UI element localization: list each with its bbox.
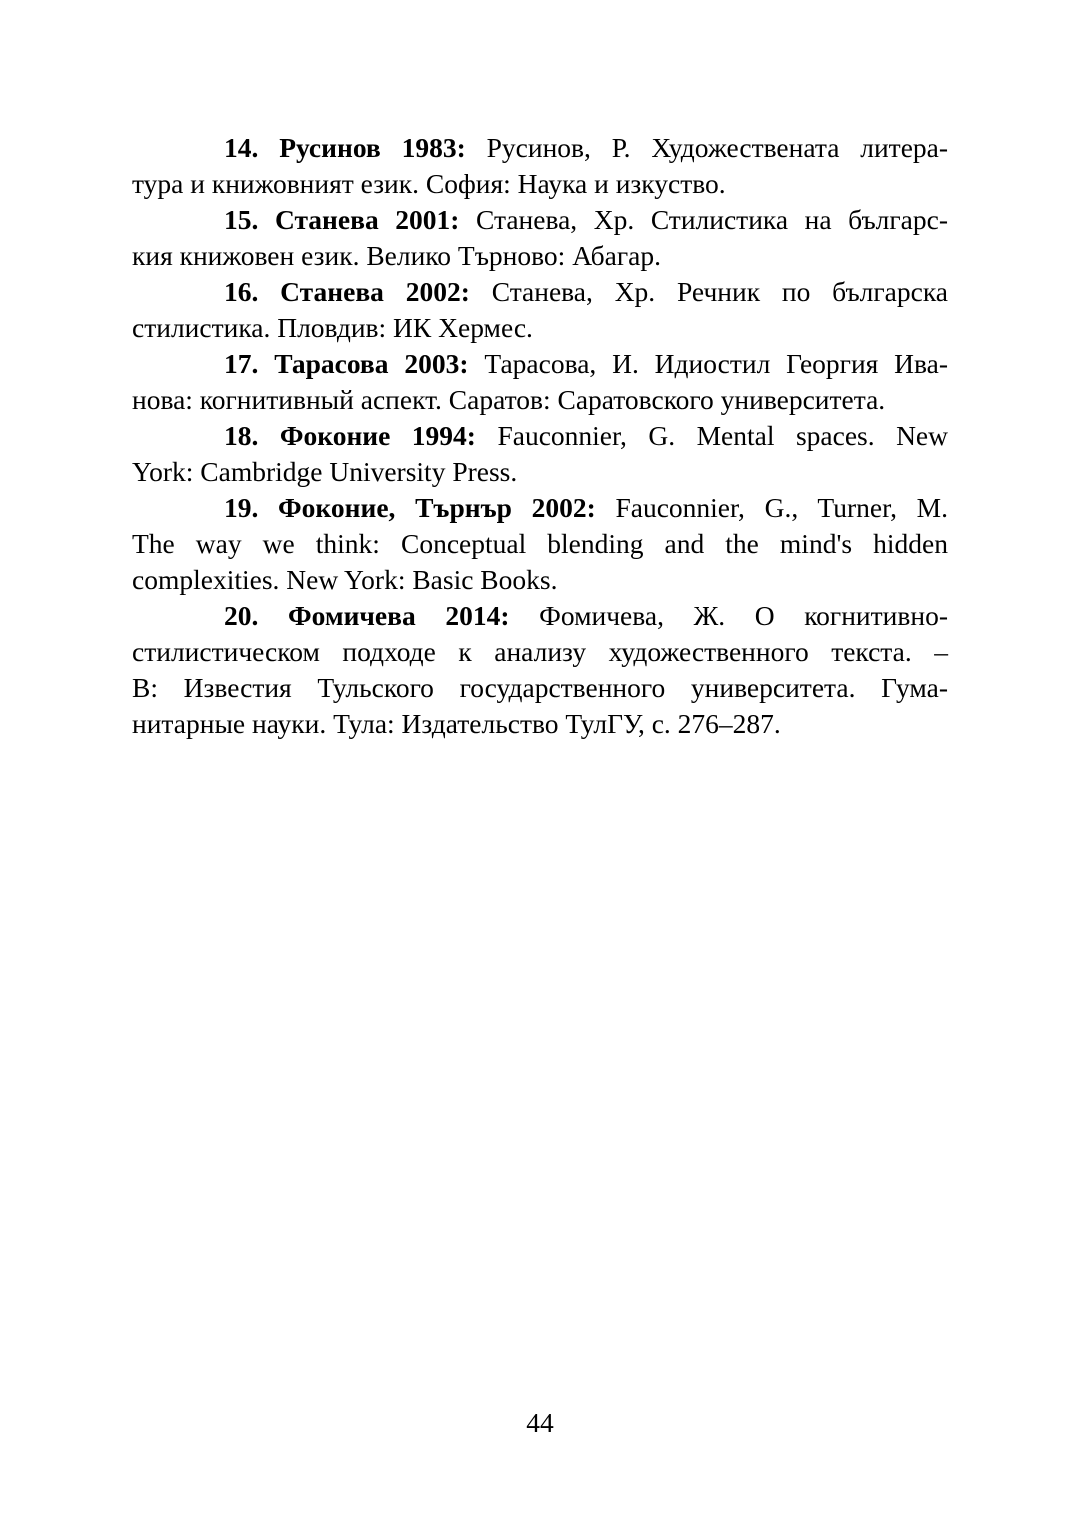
reference-18-text: Fauconnier, G. Mental spaces. New xyxy=(497,420,948,451)
reference-17-line-2: нова: когнитивный аспект. Саратов: Саратовского университета. xyxy=(132,384,886,415)
reference-16-line-2: стилистика. Пловдив: ИК Хермес. xyxy=(132,312,533,343)
reference-19-line-2: The way we think: Conceptual blending and the mind's hidden xyxy=(132,528,948,559)
reference-17-label: 17. Тарасова 2003: xyxy=(224,348,469,379)
reference-19-text: Fauconnier, G., Turner, M. xyxy=(615,492,948,523)
page-number: 44 xyxy=(526,1407,554,1438)
reference-16-label: 16. Станева 2002: xyxy=(224,276,470,307)
reference-19-first-line xyxy=(132,490,948,526)
reference-18-label: 18. Фоконие 1994: xyxy=(224,420,476,451)
reference-19-line-3: complexities. New York: Basic Books. xyxy=(132,564,558,595)
reference-list xyxy=(132,130,948,742)
reference-14-label: 14. Русинов 1983: xyxy=(224,132,466,163)
reference-18-first-line xyxy=(132,418,948,454)
reference-14-text: Русинов, Р. Художествената литера- xyxy=(486,132,949,163)
reference-17-first-line xyxy=(132,346,948,382)
reference-18-line-2: York: Cambridge University Press. xyxy=(132,456,518,487)
reference-15-line-2: кия книжовен език. Велико Търново: Абагар. xyxy=(132,240,661,271)
reference-17-text: Тарасова, И. Идиостил Георгия Ива- xyxy=(484,348,948,379)
reference-16-first-line xyxy=(132,274,948,310)
reference-14-line-2: тура и книжовният език. София: Наука и изкуство. xyxy=(132,168,726,199)
reference-20-first-line xyxy=(132,598,948,634)
reference-20-line-3: В: Известия Тульского государственного университета. Гума- xyxy=(132,672,948,703)
reference-19-label: 19. Фоконие, Търнър 2002: xyxy=(224,492,596,523)
reference-20-line-2: стилистическом подходе к анализу художественного текста. – xyxy=(132,636,948,667)
reference-15-first-line xyxy=(132,202,948,238)
reference-14-first-line xyxy=(132,130,948,166)
reference-20-text: Фомичева, Ж. О когнитивно- xyxy=(539,600,948,631)
reference-20-line-4: нитарные науки. Тула: Издательство ТулГУ, с. 276–287. xyxy=(132,708,781,739)
reference-15-text: Станева, Хр. Стилистика на българс- xyxy=(476,204,948,235)
reference-16-text: Станева, Хр. Речник по българска xyxy=(491,276,948,307)
reference-20-label: 20. Фомичева 2014: xyxy=(224,600,510,631)
reference-15-label: 15. Станева 2001: xyxy=(224,204,460,235)
